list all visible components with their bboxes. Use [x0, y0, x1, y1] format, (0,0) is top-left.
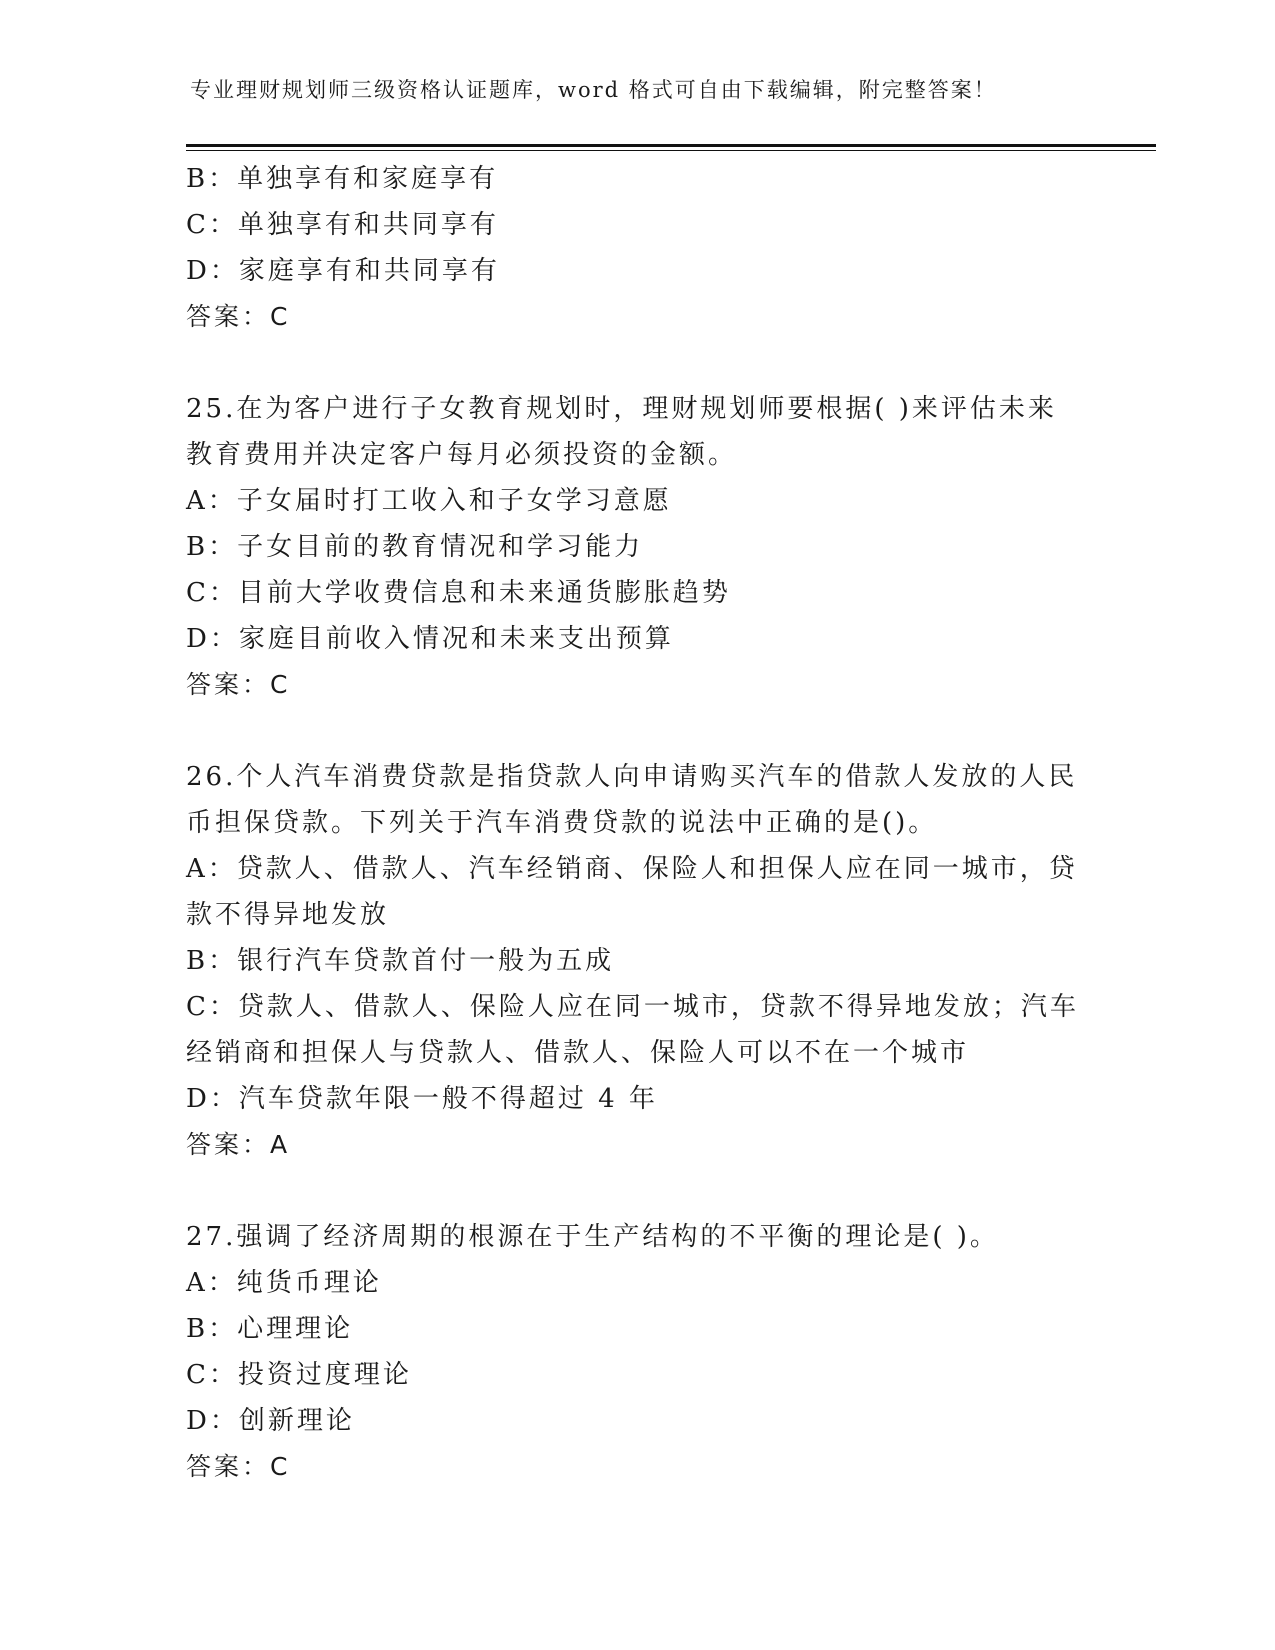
question-text: 币担保贷款。下列关于汽车消费贷款的说法中正确的是()。 [186, 808, 938, 838]
option-a: A：贷款人、借款人、汽车经销商、保险人和担保人应在同一城市，贷 [186, 854, 1078, 884]
answer-line: 答案：C [186, 302, 291, 331]
option-b: B：子女目前的教育情况和学习能力 [186, 532, 644, 562]
option-c-continued: 经销商和担保人与贷款人、借款人、保险人可以不在一个城市 [186, 1038, 970, 1068]
spacer [186, 340, 1086, 386]
option-d: D：创新理论 [186, 1406, 355, 1436]
spacer [186, 1168, 1086, 1214]
page-header: 专业理财规划师三级资格认证题库，word 格式可自由下载编辑，附完整答案！ [190, 78, 997, 102]
question-text: 27.强调了经济周期的根源在于生产结构的不平衡的理论是( )。 [186, 1222, 999, 1252]
question-text: 26.个人汽车消费贷款是指贷款人向申请购买汽车的借款人发放的人民 [186, 762, 1078, 792]
option-c: C：目前大学收费信息和未来通货膨胀趋势 [186, 578, 731, 608]
answer-line: 答案：C [186, 670, 291, 699]
question-content [186, 156, 1086, 1490]
option-b: B：单独享有和家庭享有 [186, 164, 499, 194]
header-divider-thin [186, 150, 1156, 151]
option-d: D：汽车贷款年限一般不得超过 4 年 [186, 1084, 658, 1114]
option-d: D：家庭目前收入情况和未来支出预算 [186, 624, 674, 654]
option-c: C：单独享有和共同享有 [186, 210, 499, 240]
answer-line: 答案：A [186, 1130, 291, 1159]
option-c: C：贷款人、借款人、保险人应在同一城市，贷款不得异地发放；汽车 [186, 992, 1079, 1022]
option-a: A：子女届时打工收入和子女学习意愿 [186, 486, 672, 516]
option-b: B：心理理论 [186, 1314, 354, 1344]
question-text: 教育费用并决定客户每月必须投资的金额。 [186, 440, 738, 470]
option-d: D：家庭享有和共同享有 [186, 256, 500, 286]
spacer [186, 708, 1086, 754]
option-a: A：纯货币理论 [186, 1268, 382, 1298]
option-c: C：投资过度理论 [186, 1360, 412, 1390]
option-a-continued: 款不得异地发放 [186, 900, 390, 930]
answer-line: 答案：C [186, 1452, 291, 1481]
option-b: B：银行汽车贷款首付一般为五成 [186, 946, 615, 976]
question-text: 25.在为客户进行子女教育规划时，理财规划师要根据( )来评估未来 [186, 394, 1057, 424]
header-divider-thick [186, 144, 1156, 147]
